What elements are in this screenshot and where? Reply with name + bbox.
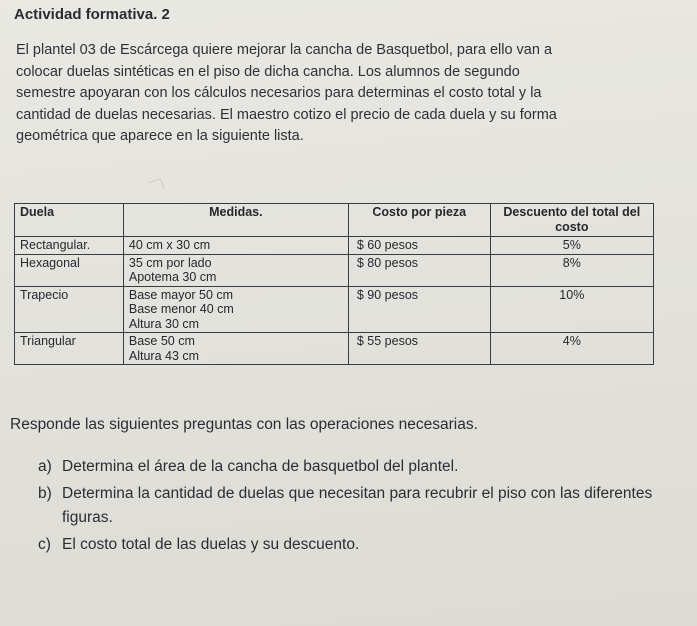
table-row (15, 237, 654, 255)
table-header-row (15, 204, 654, 237)
question-c (38, 533, 668, 557)
cell-descuento: 5% (490, 237, 653, 255)
intro-line: cantidad de duelas necesarias. El maestro cotizo el precio de cada duela y su forma (16, 106, 557, 123)
pencil-mark-icon (149, 178, 165, 193)
cell-duela: Rectangular. (15, 237, 124, 255)
instructions-prompt: Responde las siguientes preguntas con las operaciones necesarias. (10, 416, 478, 433)
cell-costo: $ 90 pesos (348, 286, 490, 333)
question-text: Determina la cantidad de duelas que necesitan para recubrir el piso con las diferentes figuras. (62, 485, 653, 526)
question-a (38, 455, 668, 479)
price-table (14, 203, 654, 365)
cell-duela: Trapecio (15, 286, 124, 333)
intro-line: El plantel 03 de Escárcega quiere mejorar la cancha de Basquetbol, para ello van a (16, 42, 553, 58)
intro-paragraph (16, 40, 681, 148)
question-letter: b) (38, 485, 52, 502)
medida-line: 35 cm por lado (128, 255, 212, 270)
cell-medidas (123, 333, 348, 365)
table-row (15, 286, 654, 333)
cell-descuento: 8% (490, 254, 653, 286)
header-medidas: Medidas. (123, 204, 348, 237)
cell-descuento: 4% (490, 333, 653, 365)
table-row (15, 254, 654, 286)
cell-costo: $ 55 pesos (348, 333, 490, 365)
intro-line: semestre apoyaran con los cálculos necesarios para determinas el costo total y la (16, 85, 542, 101)
question-list (38, 455, 668, 560)
header-costo: Costo por pieza (348, 204, 490, 237)
cell-costo: $ 80 pesos (348, 254, 490, 286)
question-text: Determina el área de la cancha de basquetbol del plantel. (62, 458, 459, 475)
question-letter: a) (38, 458, 52, 475)
intro-line: colocar duelas sintéticas en el piso de dicha cancha. Los alumnos de segundo (16, 63, 520, 80)
header-duela: Duela (15, 204, 124, 237)
cell-medidas (123, 286, 348, 333)
header-descuento: Descuento del total del costo (490, 204, 653, 237)
medida-line: Altura 43 cm (128, 348, 200, 363)
medida-line: Altura 30 cm (128, 316, 200, 331)
intro-line: geométrica que aparece en la siguiente lista. (16, 128, 304, 144)
question-letter: c) (38, 536, 51, 553)
medida-line: Base 50 cm (128, 334, 195, 348)
cell-descuento: 10% (490, 286, 653, 333)
question-text: El costo total de las duelas y su descuento. (62, 536, 360, 553)
medida-line: Base mayor 50 cm (128, 287, 234, 302)
cell-medidas (123, 237, 348, 255)
table-row (15, 333, 654, 365)
cell-medidas (123, 254, 348, 286)
cell-duela: Hexagonal (15, 254, 124, 286)
cell-duela: Triangular (15, 333, 124, 365)
cell-costo: $ 60 pesos (348, 237, 490, 255)
medida-line: 40 cm x 30 cm (128, 238, 211, 252)
question-b (38, 482, 668, 530)
medida-line: Base menor 40 cm (128, 302, 234, 316)
activity-title: Actividad formativa. 2 (14, 6, 170, 23)
medida-line: Apotema 30 cm (128, 270, 217, 284)
